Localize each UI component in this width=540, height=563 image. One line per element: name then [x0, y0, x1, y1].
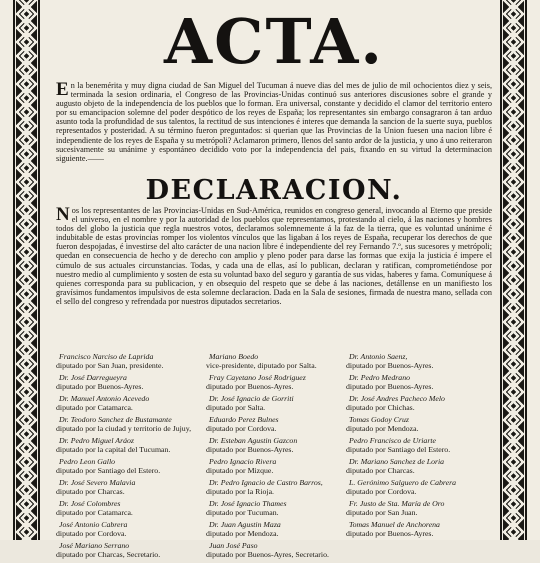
signature-row	[56, 542, 492, 563]
signatory-name: Dr. Pedro Ignacio de Castro Barros,	[209, 478, 323, 487]
signature	[56, 395, 206, 416]
signature	[346, 521, 492, 542]
signatory-name: Pedro Francisco de Uriarte	[349, 436, 436, 445]
signatory-role: diputado por Buenos-Ayres.	[206, 444, 294, 454]
signature	[206, 479, 346, 500]
acta-dropcap: E	[56, 79, 69, 100]
signatory-name: Dr. Juan Agustin Maza	[209, 520, 281, 529]
signatory-role: diputado por la capital del Tucuman.	[56, 444, 171, 454]
signatory-name: Dr. José Severo Malavia	[59, 478, 136, 487]
signatory-name: Fr. Justo de Sta. María de Oro	[349, 499, 445, 508]
signatory-role: diputado por la ciudad y territorio de Jujuy,	[56, 423, 192, 433]
signature	[346, 500, 492, 521]
signature-row	[56, 458, 492, 479]
signatory-role: diputado por Buenos-Ayres.	[206, 381, 294, 391]
declaration-dropcap: N	[56, 204, 70, 225]
signatory-role: diputado por Cordova.	[346, 486, 417, 496]
signatory-role: diputado por Chichas.	[346, 402, 415, 412]
signatory-role: diputado por Buenos-Ayres.	[346, 360, 434, 370]
signatory-role: diputado por Tucuman.	[206, 507, 279, 517]
signature-row	[56, 521, 492, 542]
signature-row	[56, 395, 492, 416]
signature-row	[56, 479, 492, 500]
signatory-name: Eduardo Perez Bulnes	[209, 415, 279, 424]
signatory-role: diputado por Buenos-Ayres, Secretario.	[206, 549, 329, 559]
signature	[56, 416, 206, 437]
signatory-name: José Antonio Cabrera	[59, 520, 128, 529]
signature	[56, 542, 206, 563]
signature	[56, 500, 206, 521]
signatory-role: diputado por Catamarca.	[56, 402, 133, 412]
signature	[206, 437, 346, 458]
signature	[56, 437, 206, 458]
signatory-role: diputado por Buenos-Ayres.	[56, 381, 144, 391]
signatory-role: diputado por Mendoza.	[206, 528, 279, 538]
signatory-role: vice-presidente, diputado por Salta.	[206, 360, 317, 370]
signatory-name: Tomas Manuel de Anchorena	[349, 520, 440, 529]
signatory-role: diputado por Cordova.	[206, 423, 277, 433]
signatory-role: diputado por Catamarca.	[56, 507, 133, 517]
declaration-paragraph	[56, 206, 492, 346]
signature	[56, 521, 206, 542]
signatory-name: Dr. José Ignacio de Gorriti	[209, 394, 294, 403]
signature	[56, 353, 206, 374]
signatory-name: Dr. José Colombres	[59, 499, 121, 508]
signatory-name: Juan José Paso	[209, 541, 258, 550]
signatory-name: Dr. José Darregueyra	[59, 373, 127, 382]
document-title: ACTA.	[164, 5, 384, 78]
signatory-role: diputado por la Rioja.	[206, 486, 274, 496]
signatory-role: diputado por Santiago del Estero.	[56, 465, 161, 475]
signature-row	[56, 416, 492, 437]
signatory-name: Pedro Ignacio Rivera	[209, 457, 277, 466]
signatory-name: Tomas Godoy Cruz	[349, 415, 409, 424]
signatory-name: Fray Cayetano José Rodriguez	[209, 373, 306, 382]
signature	[346, 437, 492, 458]
signatory-name: Dr. Antonio Saenz,	[349, 352, 408, 361]
signatory-role: diputado por Charcas, Secretario.	[56, 549, 161, 559]
signature-block	[56, 353, 492, 563]
signatory-name: Dr. Pedro Miguel Aráoz	[59, 436, 134, 445]
signature	[346, 416, 492, 437]
signatory-name: Dr. Pedro Medrano	[349, 373, 410, 382]
signature	[206, 542, 346, 563]
signatory-role: diputado por Buenos-Ayres.	[346, 528, 434, 538]
signatory-name: Dr. José Andres Pacheco Melo	[349, 394, 445, 403]
signature	[206, 500, 346, 521]
signature	[206, 374, 346, 395]
ornamental-border-left	[13, 0, 40, 540]
signatory-role: diputado por Buenos-Ayres.	[346, 381, 434, 391]
signature-row	[56, 353, 492, 374]
signature	[206, 458, 346, 479]
signature	[56, 374, 206, 395]
signatory-role: diputado por San Juan, presidente.	[56, 360, 164, 370]
signatory-role: diputado por Mizque.	[206, 465, 274, 475]
signature-row	[56, 374, 492, 395]
signatory-role: diputado por Cordova.	[56, 528, 127, 538]
signature	[206, 416, 346, 437]
signature-row	[56, 437, 492, 458]
signatory-name: José Mariano Serrano	[59, 541, 130, 550]
signatory-name: Dr. Mariano Sanchez de Loria	[349, 457, 445, 466]
signatory-name: Mariano Boedo	[209, 352, 259, 361]
signatory-name: Pedro Leon Gallo	[59, 457, 116, 466]
signature	[56, 479, 206, 500]
signatory-role: diputado por Santiago del Estero.	[346, 444, 451, 454]
signatory-name: Dr. Manuel Antonio Acevedo	[59, 394, 150, 403]
signatory-role: diputado por Mendoza.	[346, 423, 419, 433]
acta-text: n la benemérita y muy digna ciudad de San Miguel del Tucuman á nueve dias del mes de julio de mil ochocientos diez y seis, terminada la sesion ordinaria, el Congreso de las Provincias-Unidas continuó sus anteriores discusiones sobre el grande y augusto objeto de la independencia de los pueblos que lo forman. Era universal, constante y decidido el clamor del territorio entero por su emancipacion solemne del poder despótico de los reyes de España; los representantes sin embargo consagraron á tan arduo asunto toda la profundidad de sus talentos, la rectitud de sus intenciones é interes que demanda la sancion de la suerte suya, pueblos representados y posteridad. A su término fueron preguntados: si querian que las Provincias de la Union fuesen una nacion libre é independiente de los reyes de España y su metrópoli? Aclamaron primero, llenos del santo ardor de la justicia, y uno á uno reiteraron sucesivamente su unánime y espontáneo decidido voto por la independencia del pais, fixando en su virtud la determinacion siguiente.——	[56, 81, 492, 163]
signature	[56, 458, 206, 479]
signatory-name: Dr. Teodoro Sanchez de Bustamante	[59, 415, 172, 424]
signatory-role: diputado por Salta.	[206, 402, 266, 412]
signatory-name: Francisco Narciso de Laprida	[59, 352, 154, 361]
declaration-title: DECLARACION.	[145, 175, 403, 206]
signature-row	[56, 500, 492, 521]
signature	[346, 395, 492, 416]
signatory-name: Dr. José Ignacio Thames	[209, 499, 287, 508]
signatory-role: diputado por Charcas.	[56, 486, 125, 496]
declaration-text: os los representantes de las Provincias-Unidas en Sud-América, reunidos en congreso general, invocando al Eterno que preside el universo, en el nombre y por la autoridad de los pueblos que representamos, protestando al cielo, á las naciones y hombres todos del globo la justicia que regla nuestros votos, declaramos solemnemente á la faz de la tierra, que es voluntad unánime é indubitable de estas provincias romper los violentos vínculos que las ligaban á los reyes de España, recuperar los derechos de que fueron despojadas, é investirse del alto carácter de una nacion libre é independiente del rey Fernando 7.º, sus sucesores y metrópoli; quedan en consecuencia de hecho y de derecho con amplio y pleno poder para darse las formas que exija la justicia é impere el cúmulo de sus actuales circunstancias. Todas, y cada una de ellas, así lo publican, declaran y ratifican, comprometiéndose por nuestro medio al cumplimiento y sosten de esta su voluntad baxo del seguro y garantía de sus vidas, haberes y fama. Comuníquese á quienes corresponda para su publicacion, y en obsequio del respeto que se debe á las naciones, detállense en un manifiesto los gravísimos fundamentos impulsivos de esta solemne declaracion. Dada en la Sala de sesiones, firmada de nuestra mano, sellada con el sello del congreso y refrendada por nuestros diputados secretarios.	[56, 206, 492, 306]
signature	[346, 542, 492, 563]
signature	[346, 479, 492, 500]
signature	[206, 521, 346, 542]
signature	[206, 395, 346, 416]
signature	[346, 374, 492, 395]
signature	[206, 353, 346, 374]
document-content	[56, 0, 492, 559]
ornamental-border-right	[500, 0, 527, 540]
signature	[346, 458, 492, 479]
signatory-role: diputado por San Juan.	[346, 507, 418, 517]
signatory-name: L. Gerónimo Salguero de Cabrera	[349, 478, 457, 487]
signatory-name: Dr. Esteban Agustin Gazcon	[209, 436, 298, 445]
signature	[346, 353, 492, 374]
signatory-role: diputado por Charcas.	[346, 465, 415, 475]
